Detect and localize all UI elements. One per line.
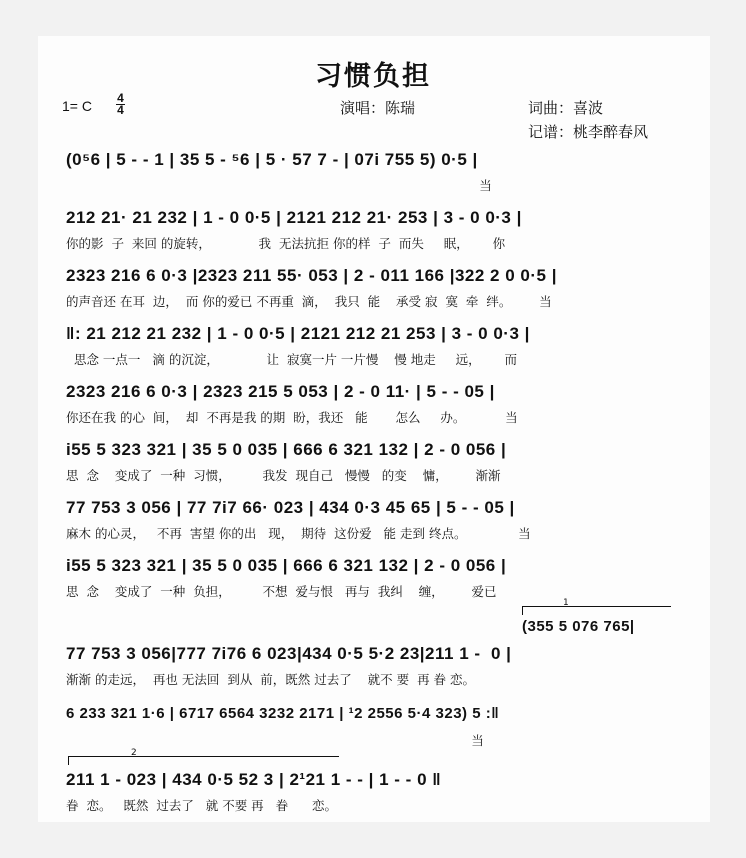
notation-line: 77 753 3 056|777 7i76 6 023|434 0·5 5·2 23|211 1 - 0 |: [66, 644, 512, 663]
lyrics-line: 你还在我 的心 间， 却 不再是我 的期 盼，我还 能 怎么 办。 当: [66, 410, 518, 425]
lyrics-line: 你的影 子 来回 的旋转， 我 无法抗拒 你的样 子 而失 眠， 你: [66, 236, 506, 251]
lyrics-line: 渐渐 的走远， 再也 无法回 到从 前，既然 过去了 就不 要 再 眷 恋。: [66, 672, 476, 687]
lyrics-line: 当: [66, 178, 492, 193]
notation-line: i55 5 323 321 | 35 5 0 035 | 666 6 321 132 | 2 - 0 056 |: [66, 440, 507, 459]
notation-line: (355 5 076 765|: [522, 618, 635, 635]
volta-number: 1: [563, 598, 569, 608]
song-title: 习惯负担: [315, 61, 431, 92]
lyrics-line: 思 念 变成了 一种 负担， 不想 爱与恨 再与 我纠 缠， 爱已: [66, 584, 497, 599]
lyrics-line: 麻木 的心灵， 不再 害望 你的出 现， 期待 这份爱 能 走到 终点。 当: [66, 526, 531, 541]
volta-bracket-1: [522, 598, 671, 615]
notation-line: ‖: 21 212 21 232 | 1 - 0 0·5 | 2121 212 21 253 | 3 - 0 0·3 |: [66, 324, 530, 343]
notation-line: (0⁵6 | 5 - - 1 | 35 5 - ⁵6 | 5 · 57 7 - | 07i 755 5) 0·5 |: [66, 150, 478, 169]
volta-number: 2: [131, 748, 137, 758]
transcriber-credit: 记谱：桃李醉春风: [528, 123, 649, 141]
notation-line: i55 5 323 321 | 35 5 0 035 | 666 6 321 132 | 2 - 0 056 |: [66, 556, 507, 575]
notation-line: 2323 216 6 0·3 |2323 211 55· 053 | 2 - 011 166 |322 2 0 0·5 |: [66, 266, 557, 285]
lyrics-line: 思念 一点一 滴 的沉淀， 让 寂寞一片 一片慢 慢 地走 远， 而: [66, 352, 517, 367]
lyrics-line: 当: [66, 733, 484, 748]
singer-credit: 演唱：陈瑞: [340, 99, 416, 117]
composer-credit: 词曲：喜波: [528, 99, 604, 117]
notation-line: 212 21· 21 232 | 1 - 0 0·5 | 2121 212 21· 253 | 3 - 0 0·3 |: [66, 208, 522, 227]
time-signature-bottom: 4: [117, 103, 124, 117]
notation-line: 6 233 321 1·6 | 6717 6564 3232 2171 | ¹2 2556 5·4 323) 5 :‖: [66, 705, 500, 722]
lyrics-line: 眷 恋。 既然 过去了 就 不要 再 眷 恋。: [66, 798, 337, 813]
notation-line: 2323 216 6 0·3 | 2323 215 5 053 | 2 - 0 11· | 5 - - 05 |: [66, 382, 495, 401]
time-signature-top: 4: [117, 91, 124, 105]
lyrics-line: 思 念 变成了 一种 习惯， 我发 现自己 慢慢 的变 慵， 渐渐: [66, 468, 501, 483]
key-signature: 1= C: [62, 98, 92, 114]
volta-bracket-2: [68, 748, 339, 765]
notation-line: 211 1 - 023 | 434 0·5 52 3 | 2¹21 1 - - | 1 - - 0 ‖: [66, 770, 442, 789]
lyrics-line: 的声音还 在耳 边， 而 你的爱已 不再重 滴， 我只 能 承受 寂 寞 牵 绊。 当: [66, 294, 552, 309]
time-signature: [116, 93, 125, 116]
notation-line: 77 753 3 056 | 77 7i7 66· 023 | 434 0·3 45 65 | 5 - - 05 |: [66, 498, 515, 517]
